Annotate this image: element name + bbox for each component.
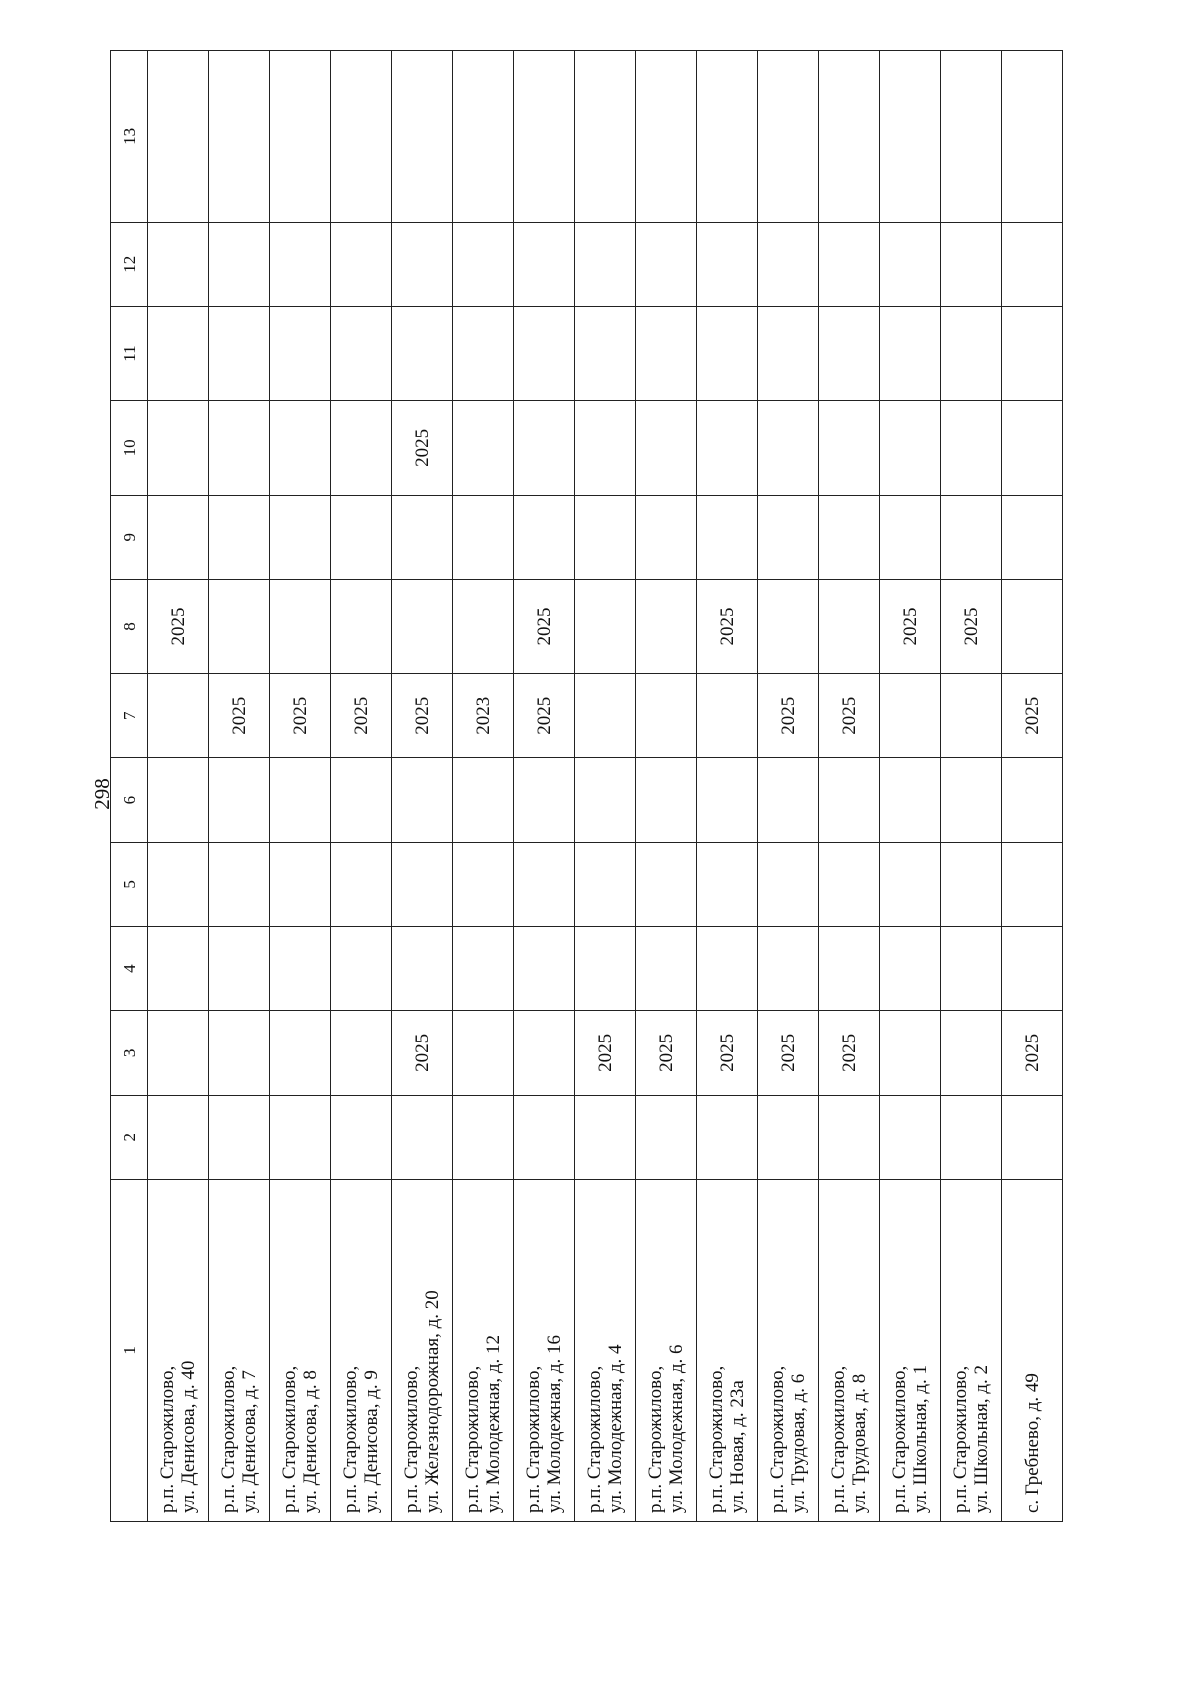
- address-line-2: ул. Молодежная, д. 12: [483, 1335, 504, 1513]
- year-cell: [209, 222, 270, 306]
- year-cell: [148, 842, 209, 926]
- column-header: 2: [111, 1095, 148, 1179]
- year-cell: [148, 1095, 209, 1179]
- year-cell: 2025: [331, 674, 392, 758]
- year-cell: 2025: [392, 401, 453, 495]
- year-cell: [636, 495, 697, 579]
- year-cell: [880, 842, 941, 926]
- year-cell: [636, 1095, 697, 1179]
- year-cell: [392, 579, 453, 673]
- table-row: [514, 51, 575, 1522]
- year-cell: [575, 842, 636, 926]
- year-cell: [148, 758, 209, 842]
- table-row: [270, 51, 331, 1522]
- year-cell: [453, 579, 514, 673]
- year-cell: [880, 495, 941, 579]
- column-header: 10: [111, 401, 148, 495]
- year-cell: [453, 222, 514, 306]
- table-row: [575, 51, 636, 1522]
- address-cell: [1002, 1179, 1063, 1521]
- year-cell: [514, 306, 575, 400]
- year-cell: [880, 758, 941, 842]
- year-cell: [697, 758, 758, 842]
- address-cell: [636, 1179, 697, 1521]
- year-cell: [209, 51, 270, 223]
- year-cell: [636, 401, 697, 495]
- header-row: [111, 51, 148, 1522]
- year-cell: [331, 401, 392, 495]
- year-cell: 2025: [697, 1011, 758, 1095]
- year-cell: [148, 222, 209, 306]
- year-cell: [514, 495, 575, 579]
- address-cell: [758, 1179, 819, 1521]
- address-cell: [514, 1179, 575, 1521]
- year-cell: [1002, 927, 1063, 1011]
- address-line-2: ул. Молодежная, д. 4: [605, 1344, 626, 1513]
- year-cell: [575, 758, 636, 842]
- year-cell: [331, 1011, 392, 1095]
- year-cell: [148, 674, 209, 758]
- year-cell: 2025: [514, 674, 575, 758]
- year-cell: 2025: [819, 1011, 880, 1095]
- year-cell: [148, 927, 209, 1011]
- year-cell: [758, 758, 819, 842]
- year-cell: [392, 927, 453, 1011]
- table-row: [819, 51, 880, 1522]
- year-cell: [331, 842, 392, 926]
- year-cell: [575, 1095, 636, 1179]
- address-cell: [270, 1179, 331, 1521]
- address-line-1: р.п. Старожилово,: [340, 1365, 361, 1513]
- year-cell: 2025: [1002, 1011, 1063, 1095]
- year-cell: [209, 495, 270, 579]
- year-cell: [697, 401, 758, 495]
- address-line-1: р.п. Старожилово,: [889, 1365, 910, 1513]
- year-cell: 2025: [1002, 674, 1063, 758]
- year-cell: [1002, 842, 1063, 926]
- year-cell: [758, 222, 819, 306]
- year-cell: [697, 674, 758, 758]
- year-cell: [575, 51, 636, 223]
- year-cell: 2025: [270, 674, 331, 758]
- year-cell: [1002, 1095, 1063, 1179]
- year-cell: [941, 927, 1002, 1011]
- year-cell: [270, 306, 331, 400]
- year-cell: [453, 1095, 514, 1179]
- column-header: 9: [111, 495, 148, 579]
- year-cell: [636, 927, 697, 1011]
- year-cell: [392, 842, 453, 926]
- year-cell: [1002, 51, 1063, 223]
- year-cell: [880, 927, 941, 1011]
- year-cell: [453, 1011, 514, 1095]
- year-cell: [331, 495, 392, 579]
- year-cell: 2025: [209, 674, 270, 758]
- year-cell: [270, 51, 331, 223]
- table-row: [758, 51, 819, 1522]
- address-line-2: ул. Школьная, д. 2: [971, 1365, 992, 1513]
- year-cell: [941, 1011, 1002, 1095]
- year-cell: [941, 842, 1002, 926]
- year-cell: [575, 674, 636, 758]
- address-line-2: ул. Денисова, д. 8: [300, 1370, 321, 1513]
- year-cell: [148, 1011, 209, 1095]
- year-cell: [209, 758, 270, 842]
- year-cell: 2025: [575, 1011, 636, 1095]
- address-line-1: с. Гребнево, д. 49: [1021, 1373, 1043, 1513]
- year-cell: [514, 927, 575, 1011]
- address-line-1: р.п. Старожилово,: [828, 1365, 849, 1513]
- year-cell: [819, 495, 880, 579]
- year-cell: 2025: [636, 1011, 697, 1095]
- year-cell: [514, 758, 575, 842]
- year-cell: [758, 1095, 819, 1179]
- year-cell: [453, 927, 514, 1011]
- address-line-2: ул. Трудовая, д. 6: [788, 1373, 809, 1513]
- address-cell: [453, 1179, 514, 1521]
- year-cell: [1002, 579, 1063, 673]
- year-cell: 2025: [758, 1011, 819, 1095]
- year-cell: [941, 401, 1002, 495]
- table-row: [1002, 51, 1063, 1522]
- year-cell: [575, 495, 636, 579]
- table-row: [941, 51, 1002, 1522]
- table-row: [331, 51, 392, 1522]
- address-line-1: р.п. Старожилово,: [157, 1365, 178, 1513]
- address-line-1: р.п. Старожилово,: [950, 1365, 971, 1513]
- year-cell: [453, 401, 514, 495]
- year-cell: [209, 401, 270, 495]
- year-cell: 2025: [148, 579, 209, 673]
- year-cell: [270, 842, 331, 926]
- year-cell: [270, 222, 331, 306]
- year-cell: 2025: [392, 674, 453, 758]
- column-header: 12: [111, 222, 148, 306]
- year-cell: [880, 1011, 941, 1095]
- column-header: 3: [111, 1011, 148, 1095]
- year-cell: [331, 1095, 392, 1179]
- year-cell: [453, 306, 514, 400]
- year-cell: [453, 842, 514, 926]
- year-cell: [453, 51, 514, 223]
- schedule-table: [110, 50, 1063, 1522]
- address-cell: [941, 1179, 1002, 1521]
- year-cell: [636, 222, 697, 306]
- table-row: [880, 51, 941, 1522]
- address-line-2: ул. Трудовая, д. 8: [849, 1373, 870, 1513]
- column-header: 5: [111, 842, 148, 926]
- year-cell: [880, 306, 941, 400]
- year-cell: [758, 401, 819, 495]
- year-cell: [819, 579, 880, 673]
- address-line-1: р.п. Старожилово,: [584, 1365, 605, 1513]
- table-row: [697, 51, 758, 1522]
- year-cell: [209, 927, 270, 1011]
- year-cell: [941, 495, 1002, 579]
- year-cell: [209, 842, 270, 926]
- page-number: 298: [90, 778, 114, 810]
- year-cell: 2023: [453, 674, 514, 758]
- year-cell: [758, 495, 819, 579]
- year-cell: [148, 401, 209, 495]
- year-cell: [270, 579, 331, 673]
- year-cell: [636, 842, 697, 926]
- column-header: 6: [111, 758, 148, 842]
- year-cell: [880, 1095, 941, 1179]
- year-cell: [697, 51, 758, 223]
- year-cell: [148, 306, 209, 400]
- address-cell: [880, 1179, 941, 1521]
- year-cell: [941, 674, 1002, 758]
- year-cell: [1002, 306, 1063, 400]
- year-cell: [514, 1095, 575, 1179]
- year-cell: [636, 579, 697, 673]
- year-cell: [819, 401, 880, 495]
- year-cell: [453, 495, 514, 579]
- year-cell: 2025: [514, 579, 575, 673]
- year-cell: [1002, 758, 1063, 842]
- address-line-2: ул. Школьная, д. 1: [910, 1365, 931, 1513]
- address-line-2: ул. Железнодорожная, д. 20: [422, 1290, 443, 1513]
- column-header: 11: [111, 306, 148, 400]
- address-cell: [148, 1179, 209, 1521]
- year-cell: [514, 51, 575, 223]
- year-cell: [819, 758, 880, 842]
- year-cell: [575, 927, 636, 1011]
- address-line-1: р.п. Старожилово,: [645, 1365, 666, 1513]
- year-cell: [270, 1011, 331, 1095]
- address-line-1: р.п. Старожилово,: [279, 1365, 300, 1513]
- rotated-table-container: [110, 50, 1072, 1522]
- address-line-2: ул. Денисова, д. 7: [239, 1370, 260, 1513]
- column-header: 8: [111, 579, 148, 673]
- address-line-1: р.п. Старожилово,: [401, 1365, 422, 1513]
- year-cell: [331, 306, 392, 400]
- year-cell: [331, 927, 392, 1011]
- year-cell: [270, 927, 331, 1011]
- address-cell: [697, 1179, 758, 1521]
- year-cell: [1002, 495, 1063, 579]
- year-cell: [514, 1011, 575, 1095]
- year-cell: [209, 306, 270, 400]
- year-cell: [819, 842, 880, 926]
- year-cell: [392, 306, 453, 400]
- year-cell: [941, 51, 1002, 223]
- year-cell: [1002, 401, 1063, 495]
- address-cell: [392, 1179, 453, 1521]
- year-cell: [514, 222, 575, 306]
- column-header: 7: [111, 674, 148, 758]
- year-cell: [148, 51, 209, 223]
- table-body: [111, 51, 1063, 1522]
- year-cell: [270, 758, 331, 842]
- year-cell: [270, 495, 331, 579]
- year-cell: [819, 306, 880, 400]
- address-line-1: р.п. Старожилово,: [706, 1365, 727, 1513]
- year-cell: 2025: [758, 674, 819, 758]
- year-cell: [880, 51, 941, 223]
- year-cell: [697, 222, 758, 306]
- year-cell: [514, 401, 575, 495]
- year-cell: [941, 222, 1002, 306]
- year-cell: [331, 758, 392, 842]
- address-cell: [331, 1179, 392, 1521]
- year-cell: [331, 222, 392, 306]
- year-cell: [575, 401, 636, 495]
- table-row: [148, 51, 209, 1522]
- year-cell: [453, 758, 514, 842]
- year-cell: [392, 222, 453, 306]
- year-cell: [758, 579, 819, 673]
- year-cell: [1002, 222, 1063, 306]
- address-line-1: р.п. Старожилово,: [523, 1365, 544, 1513]
- year-cell: [758, 927, 819, 1011]
- year-cell: [392, 1095, 453, 1179]
- year-cell: [697, 495, 758, 579]
- table-row: [392, 51, 453, 1522]
- column-header: 4: [111, 927, 148, 1011]
- year-cell: [575, 222, 636, 306]
- year-cell: [392, 758, 453, 842]
- year-cell: [636, 674, 697, 758]
- year-cell: 2025: [941, 579, 1002, 673]
- year-cell: [697, 306, 758, 400]
- year-cell: [941, 306, 1002, 400]
- year-cell: [331, 51, 392, 223]
- year-cell: [148, 495, 209, 579]
- year-cell: [636, 306, 697, 400]
- year-cell: 2025: [819, 674, 880, 758]
- year-cell: [575, 579, 636, 673]
- year-cell: [392, 495, 453, 579]
- year-cell: [331, 579, 392, 673]
- year-cell: [758, 51, 819, 223]
- year-cell: [819, 222, 880, 306]
- year-cell: [514, 842, 575, 926]
- year-cell: 2025: [697, 579, 758, 673]
- year-cell: [209, 1095, 270, 1179]
- year-cell: [636, 758, 697, 842]
- address-line-1: р.п. Старожилово,: [767, 1365, 788, 1513]
- year-cell: [880, 222, 941, 306]
- address-line-2: ул. Денисова, д. 40: [178, 1360, 199, 1513]
- year-cell: [697, 842, 758, 926]
- year-cell: [270, 1095, 331, 1179]
- year-cell: [209, 1011, 270, 1095]
- year-cell: [392, 51, 453, 223]
- year-cell: [819, 1095, 880, 1179]
- column-header: 13: [111, 51, 148, 223]
- year-cell: 2025: [880, 579, 941, 673]
- year-cell: [941, 758, 1002, 842]
- year-cell: [758, 842, 819, 926]
- address-line-2: ул. Молодежная, д. 16: [544, 1335, 565, 1513]
- year-cell: [880, 674, 941, 758]
- address-line-2: ул. Новая, д. 23а: [727, 1380, 748, 1513]
- year-cell: [209, 579, 270, 673]
- year-cell: [697, 1095, 758, 1179]
- table-row: [636, 51, 697, 1522]
- table-row: [453, 51, 514, 1522]
- year-cell: [880, 401, 941, 495]
- year-cell: [697, 927, 758, 1011]
- address-line-1: р.п. Старожилово,: [218, 1365, 239, 1513]
- address-line-2: ул. Молодежная, д. 6: [666, 1344, 687, 1513]
- year-cell: [575, 306, 636, 400]
- year-cell: [758, 306, 819, 400]
- address-cell: [819, 1179, 880, 1521]
- address-line-2: ул. Денисова, д. 9: [361, 1370, 382, 1513]
- year-cell: 2025: [392, 1011, 453, 1095]
- table-row: [209, 51, 270, 1522]
- year-cell: [270, 401, 331, 495]
- year-cell: [636, 51, 697, 223]
- address-cell: [209, 1179, 270, 1521]
- year-cell: [941, 1095, 1002, 1179]
- address-cell: [575, 1179, 636, 1521]
- year-cell: [819, 927, 880, 1011]
- column-header: 1: [111, 1179, 148, 1521]
- year-cell: [819, 51, 880, 223]
- address-line-1: р.п. Старожилово,: [462, 1365, 483, 1513]
